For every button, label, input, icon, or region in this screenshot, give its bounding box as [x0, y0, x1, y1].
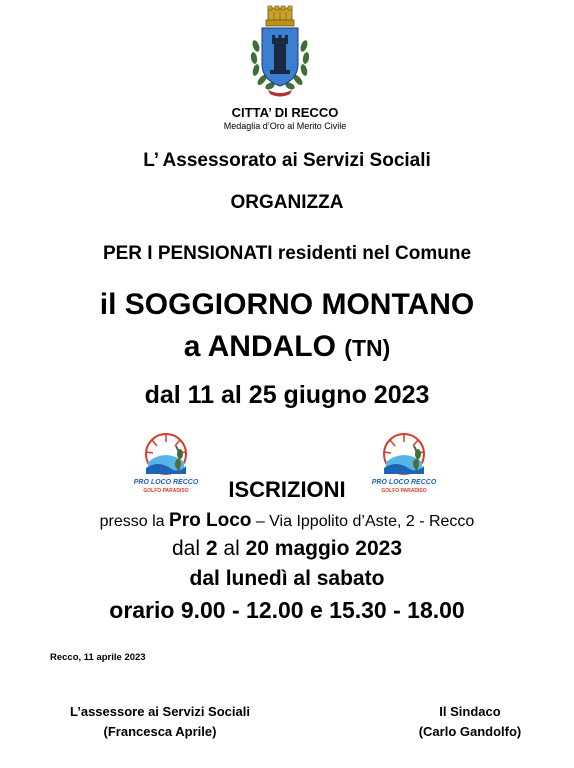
city-medal-subtitle: Medaglia d’Oro al Merito Civile	[223, 121, 347, 131]
ribbon	[268, 90, 292, 97]
dates-end-date: 20 maggio 2023	[245, 537, 403, 560]
organizer-line: L’ Assessorato ai Servizi Sociali	[143, 150, 431, 171]
registration-heading: ISCRIZIONI	[228, 477, 346, 502]
pro-loco-address: – Via Ippolito d’Aste, 2 - Recco	[255, 513, 475, 530]
dates-start-day: 2	[205, 537, 218, 560]
location-province: (TN)	[344, 335, 391, 361]
dates-al: al	[223, 537, 240, 560]
registration-hours: orario 9.00 - 12.00 e 15.30 - 18.00	[109, 597, 465, 623]
logo-name-text: PRO LOCO RECCO	[371, 479, 437, 486]
registration-location	[0, 510, 574, 532]
event-location	[0, 330, 574, 364]
organizza-heading: ORGANIZZA	[230, 192, 344, 213]
presso-prefix: presso la	[99, 513, 165, 530]
signature-assessore	[30, 702, 290, 742]
logo-subtitle-text: GOLFO PARADISO	[381, 488, 427, 494]
city-name: CITTA’ DI RECCO	[231, 105, 339, 120]
event-title: il SOGGIORNO MONTANO	[99, 288, 475, 321]
audience-line: PER I PENSIONATI residenti nel Comune	[102, 243, 472, 264]
pro-loco-name: Pro Loco	[169, 510, 252, 531]
registration-dates	[0, 537, 574, 561]
dates-dal: dal	[171, 537, 201, 560]
assessore-name: (Francesca Aprile)	[103, 724, 217, 739]
registration-days: dal lunedì al sabato	[189, 567, 385, 590]
sindaco-role: Il Sindaco	[439, 704, 501, 719]
signature-sindaco	[370, 702, 570, 742]
sindaco-name: (Carlo Gandolfo)	[418, 724, 522, 739]
city-crest-emblem	[248, 6, 312, 100]
logo-subtitle-text: GOLFO PARADISO	[143, 488, 189, 494]
assessore-role: L’assessore ai Servizi Sociali	[70, 704, 250, 719]
crown-icon	[266, 6, 294, 26]
logo-name-text: PRO LOCO RECCO	[133, 479, 199, 486]
event-dates: dal 11 al 25 giugno 2023	[144, 381, 430, 409]
location-name: a ANDALO	[183, 330, 336, 363]
place-and-date: Recco, 11 aprile 2023	[50, 652, 146, 663]
